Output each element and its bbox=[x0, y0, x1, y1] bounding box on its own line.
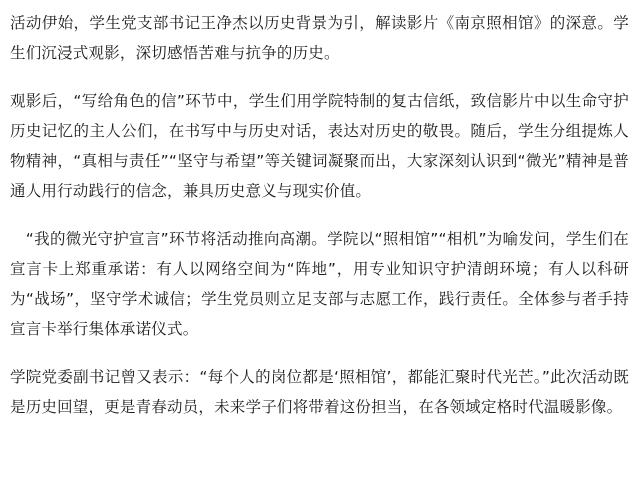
paragraph-3: “我的微光守护宣言”环节将活动推向高潮。学院以“照相馆”“相机”为喻发问，学生们在宣言卡上郑重承诺：有人以网络空间为“阵地”，用专业知识守护清朗环境；有人以科研为“战场”，坚守学术诚信；学生党员则立足支部与志愿工作，践行责任。全体参与者手持宣言卡举行集体承诺仪式。 bbox=[10, 230, 629, 338]
paragraph-2: 观影后，“写给角色的信”环节中，学生们用学院特制的复古信纸，致信影片中以生命守护历史记忆的主人公们，在书写中与历史对话，表达对历史的敬畏。随后，学生分组提炼人物精神，“真相与责任”“坚守与希望”等关键词凝聚而出，大家深刻认识到“微光”精神是普通人用行动践行的信念，兼具历史意义与现实价值。 bbox=[10, 92, 629, 200]
paragraph-4: 学院党委副书记曾又表示：“每个人的岗位都是‘照相馆’，都能汇聚时代光芒。”此次活动既是历史回望，更是青春动员，未来学子们将带着这份担当，在各领域定格时代温暖影像。 bbox=[10, 368, 629, 416]
paragraph-1: 活动伊始，学生党支部书记王净杰以历史背景为引，解读影片《南京照相馆》的深意。学生们沉浸式观影，深切感悟苦难与抗争的历史。 bbox=[10, 14, 629, 62]
